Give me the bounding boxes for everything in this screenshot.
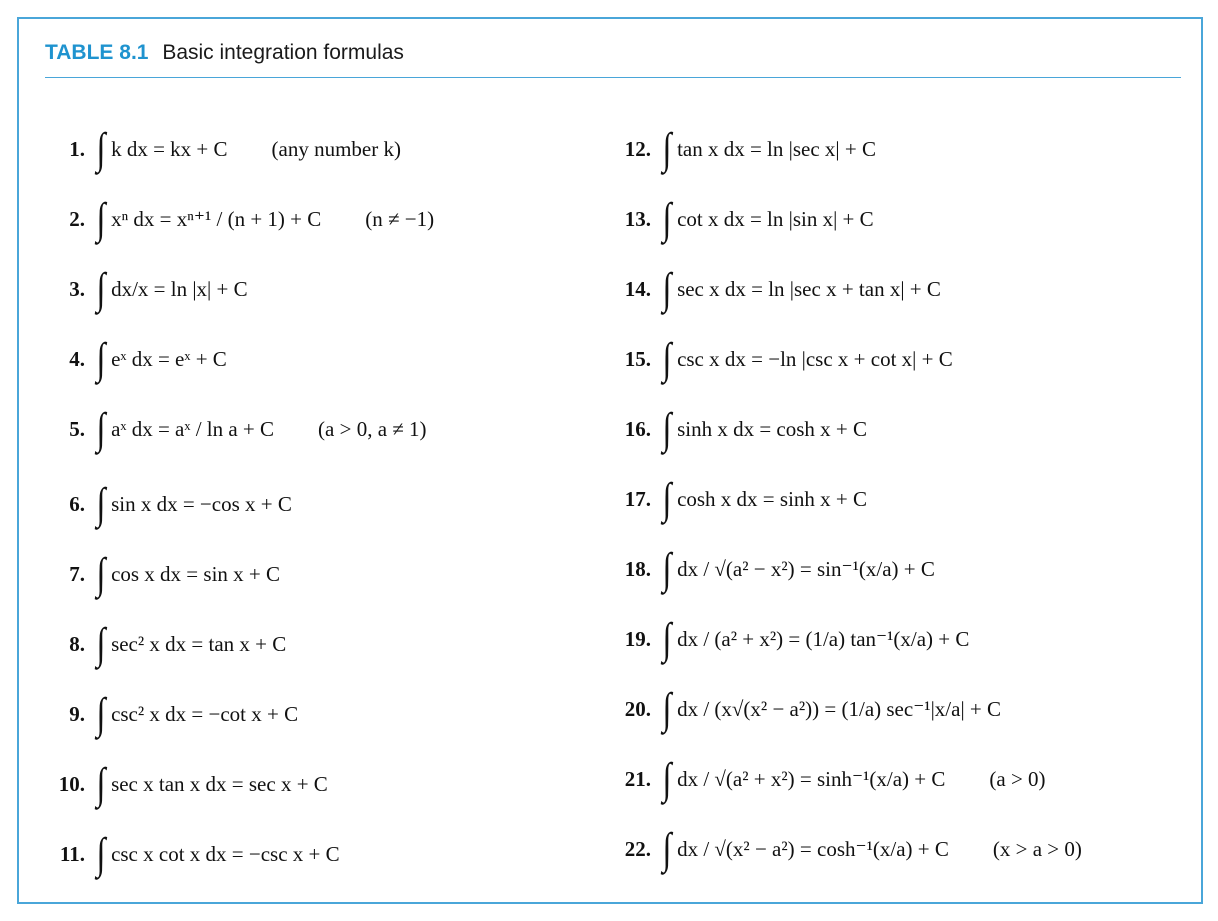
formula-2 <box>43 189 434 249</box>
integral-sign-icon: ∫ <box>96 194 106 243</box>
table-title: Basic integration formulas <box>162 41 404 64</box>
formula-expression: dx / √(a² + x²) = sinh⁻¹(x/a) + C <box>677 766 946 791</box>
integral-sign-icon: ∫ <box>662 264 672 313</box>
integral-sign-icon: ∫ <box>96 479 106 528</box>
formula-condition: (n ≠ −1) <box>365 206 435 231</box>
integral-sign-icon: ∫ <box>96 829 106 878</box>
integral-sign-icon: ∫ <box>96 124 106 173</box>
caption-divider <box>45 77 1181 78</box>
integral-sign-icon: ∫ <box>662 474 672 523</box>
formula-13 <box>609 189 918 249</box>
formula-10 <box>43 754 372 814</box>
integral-sign-icon: ∫ <box>96 549 106 598</box>
formula-21 <box>609 749 1046 809</box>
formula-5 <box>43 399 427 459</box>
formula-14 <box>609 259 985 319</box>
formula-number: 21. <box>624 766 651 791</box>
formula-expression: cot x dx = ln |sin x| + C <box>677 206 874 231</box>
formula-number: 4. <box>69 346 85 371</box>
formula-4 <box>43 329 271 389</box>
formula-condition: (a > 0) <box>989 766 1046 791</box>
table-number: TABLE 8.1 <box>45 41 149 64</box>
integral-sign-icon: ∫ <box>96 334 106 383</box>
formula-18 <box>609 539 979 599</box>
integral-sign-icon: ∫ <box>662 614 672 663</box>
formula-expression: sin x dx = −cos x + C <box>111 491 292 516</box>
formula-number: 1. <box>69 136 85 161</box>
formula-number: 19. <box>624 626 651 651</box>
formula-number: 14. <box>624 276 651 301</box>
formula-6 <box>43 474 336 534</box>
integral-sign-icon: ∫ <box>96 404 106 453</box>
formula-expression: sec x tan x dx = sec x + C <box>111 771 328 796</box>
formula-11 <box>43 824 384 884</box>
formula-expression: cosh x dx = sinh x + C <box>677 486 868 511</box>
formula-number: 9. <box>69 701 85 726</box>
formula-3 <box>43 259 292 319</box>
formula-7 <box>43 544 324 604</box>
formula-number: 20. <box>624 696 651 721</box>
formula-number: 22. <box>624 836 651 861</box>
formula-expression: csc x cot x dx = −csc x + C <box>111 841 340 866</box>
formula-expression: eˣ dx = eˣ + C <box>111 346 227 371</box>
formula-expression: csc x dx = −ln |csc x + cot x| + C <box>677 346 953 371</box>
formula-expression: csc² x dx = −cot x + C <box>111 701 299 726</box>
integral-sign-icon: ∫ <box>96 264 106 313</box>
integral-sign-icon: ∫ <box>96 619 106 668</box>
formula-number: 6. <box>69 491 85 516</box>
formula-expression: aˣ dx = aˣ / ln a + C <box>111 416 275 441</box>
integral-sign-icon: ∫ <box>662 124 672 173</box>
formula-expression: cos x dx = sin x + C <box>111 561 281 586</box>
formula-expression: dx / (x√(x² − a²)) = (1/a) sec⁻¹|x/a| + C <box>677 696 1001 721</box>
formula-number: 16. <box>624 416 651 441</box>
formula-condition: (x > a > 0) <box>992 836 1082 861</box>
formula-expression: sec² x dx = tan x + C <box>111 631 287 656</box>
integral-sign-icon: ∫ <box>662 194 672 243</box>
formula-expression: xⁿ dx = xⁿ⁺¹ / (n + 1) + C <box>111 206 322 231</box>
formula-number: 12. <box>624 136 651 161</box>
integral-sign-icon: ∫ <box>662 404 672 453</box>
integral-sign-icon: ∫ <box>662 334 672 383</box>
formula-expression: sinh x dx = cosh x + C <box>677 416 868 441</box>
formula-1 <box>43 119 401 179</box>
integral-sign-icon: ∫ <box>662 754 672 803</box>
formula-number: 5. <box>69 416 85 441</box>
formula-22 <box>609 819 1082 879</box>
integral-sign-icon: ∫ <box>662 824 672 873</box>
formula-number: 13. <box>624 206 651 231</box>
formula-expression: k dx = kx + C <box>111 136 228 161</box>
formula-condition: (a > 0, a ≠ 1) <box>318 416 427 441</box>
formula-19 <box>609 609 1013 669</box>
formula-expression: sec x dx = ln |sec x + tan x| + C <box>677 276 941 301</box>
formula-number: 17. <box>624 486 651 511</box>
formula-expression: dx / √(a² − x²) = sin⁻¹(x/a) + C <box>677 556 935 581</box>
formula-expression: dx / √(x² − a²) = cosh⁻¹(x/a) + C <box>677 836 949 861</box>
formula-expression: dx/x = ln |x| + C <box>111 276 248 301</box>
formula-number: 18. <box>624 556 651 581</box>
formula-number: 2. <box>69 206 85 231</box>
formula-17 <box>609 469 911 529</box>
formula-12 <box>609 119 920 179</box>
formula-16 <box>609 399 911 459</box>
formula-number: 7. <box>69 561 85 586</box>
formula-8 <box>43 614 330 674</box>
formula-expression: dx / (a² + x²) = (1/a) tan⁻¹(x/a) + C <box>677 626 970 651</box>
table-caption <box>45 41 404 65</box>
formula-15 <box>609 329 997 389</box>
formula-number: 3. <box>69 276 85 301</box>
integral-sign-icon: ∫ <box>96 759 106 808</box>
formula-number: 15. <box>624 346 651 371</box>
formula-condition: (any number k) <box>271 136 401 161</box>
formula-number: 8. <box>69 631 85 656</box>
integral-sign-icon: ∫ <box>662 684 672 733</box>
formula-table <box>17 17 1203 904</box>
formula-9 <box>43 684 342 744</box>
integral-sign-icon: ∫ <box>96 689 106 738</box>
formula-number: 11. <box>59 841 85 866</box>
formula-expression: tan x dx = ln |sec x| + C <box>677 136 876 161</box>
formula-20 <box>609 679 1045 739</box>
integral-sign-icon: ∫ <box>662 544 672 593</box>
formula-number: 10. <box>58 771 85 796</box>
